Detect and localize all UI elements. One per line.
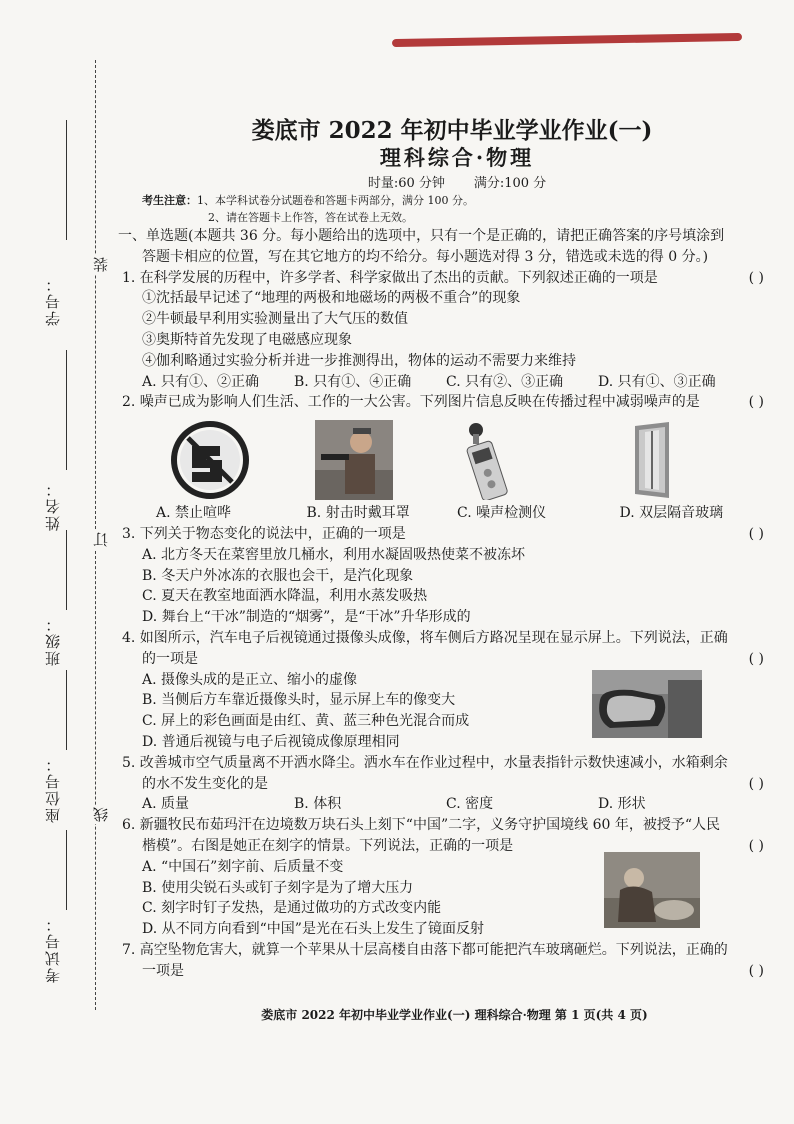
- q5-option-c: C. 密度: [446, 796, 494, 813]
- answer-paren: ( ): [748, 650, 764, 667]
- shooter-earmuff-photo-icon: [315, 420, 393, 500]
- q2-image-c: [460, 420, 605, 500]
- q3-stem: [122, 524, 770, 545]
- write-line: [66, 830, 67, 910]
- q2-option-a: A. 禁止喧哗: [156, 505, 232, 522]
- q5-option-a: A. 质量: [142, 796, 190, 813]
- q3-stem-text: 3. 下列关于物态变化的说法中，正确的一项是: [122, 525, 406, 542]
- write-line: [66, 530, 67, 610]
- q2-image-row: [122, 417, 770, 503]
- label-seat: 座位号：: [44, 755, 62, 823]
- full-score: 满分:100 分: [473, 176, 547, 191]
- notice-line-1: 1、本学科试卷分试题卷和答题卡两部分，满分 100 分。: [197, 194, 474, 207]
- rearview-camera-photo: [592, 670, 702, 738]
- q2-options: [122, 503, 770, 524]
- answer-paren: ( ): [748, 775, 764, 792]
- q5-options: [122, 794, 770, 815]
- q7-stem-text: 一项是: [142, 962, 184, 979]
- q2-option-c: C. 噪声检测仪: [457, 505, 547, 522]
- red-mark-decoration: [392, 33, 742, 47]
- q1-stem: [122, 268, 770, 289]
- q6-stem-1: 6. 新疆牧民布茹玛汗在边境数万块石头上刻下“中国”二字，义务守护国境线 60 年，被授予“人民: [122, 817, 720, 834]
- write-line: [66, 670, 67, 750]
- q1-item: ②牛顿最早利用实验测量出了大气压的数值: [142, 311, 408, 328]
- q6-stem-text: 楷模”。右图是她正在刻字的情景。下列说法，正确的一项是: [142, 837, 514, 854]
- section-heading-1: 一、单选题(本题共 36 分。每小题给出的选项中，只有一个是正确的，请把正确答案的序号填涂到: [118, 228, 725, 244]
- q2-image-a: [170, 420, 315, 500]
- answer-paren: ( ): [748, 269, 764, 286]
- exam-notice: [142, 192, 474, 226]
- q6-option-a: A. “中国石”刻字前、后质量不变: [142, 858, 344, 875]
- q2-option-d: D. 双层隔音玻璃: [619, 505, 724, 522]
- q6-option-d: D. 从不同方向看到“中国”是光在石头上发生了镜面反射: [142, 921, 484, 938]
- answer-paren: ( ): [748, 837, 764, 854]
- section-heading-2: 答题卡相应的位置，写在其它地方的均不给分。每小题选对得 3 分，错选或未选的得 0 分。): [142, 248, 709, 265]
- notice-label: 考生注意：: [142, 194, 197, 207]
- label-class: 班级：: [44, 615, 62, 666]
- double-glazing-icon: [625, 420, 681, 500]
- page-footer: 娄底市 2022 年初中毕业学业作业(一) 理科综合·物理 第 1 页(共 4 页): [261, 1008, 648, 1022]
- q6-option-b: B. 使用尖锐石头或钉子刻字是为了增大压力: [142, 879, 414, 896]
- mark-xian: 线: [92, 807, 110, 822]
- noise-meter-icon: [460, 420, 520, 500]
- page-subtitle: 理科综合·物理: [379, 145, 535, 170]
- page-title: 娄底市 2022 年初中毕业学业作业(一): [251, 117, 653, 144]
- q4-stem-text: 的一项是: [142, 650, 198, 667]
- mark-zhuang: 装: [92, 257, 110, 272]
- time-score-info: [0, 172, 794, 191]
- answer-paren: ( ): [748, 525, 764, 542]
- q5-stem-text: 的水不发生变化的是: [142, 775, 268, 792]
- stone-carving-photo: [604, 852, 700, 928]
- q2-image-b: [315, 420, 460, 500]
- label-student-id: 学号：: [44, 275, 62, 326]
- answer-paren: ( ): [748, 394, 764, 411]
- q1-item: ④伽利略通过实验分析并进一步推测得出，物体的运动不需要力来维持: [142, 352, 576, 369]
- q2-stem: [122, 392, 770, 413]
- answer-paren: ( ): [748, 962, 764, 979]
- q4-option-d: D. 普通后视镜与电子后视镜成像原理相同: [142, 733, 400, 750]
- q4-option-c: C. 屏上的彩色画面是由红、黄、蓝三种色光混合而成: [142, 713, 470, 730]
- q5-stem-2: [122, 774, 770, 795]
- q1-item: ③奥斯特首先发现了电磁感应现象: [142, 331, 352, 348]
- q3-option-a: A. 北方冬天在菜窖里放几桶水，利用水凝固吸热使菜不被冻坏: [142, 546, 526, 563]
- q1-option-c: C. 只有②、③正确: [446, 373, 564, 390]
- q1-option-b: B. 只有①、④正确: [294, 373, 412, 390]
- q2-stem-text: 2. 噪声已成为影响人们生活、工作的一大公害。下列图片信息反映在传播过程中减弱噪声的是: [122, 394, 700, 411]
- label-name: 姓名：: [44, 480, 62, 531]
- q2-image-d: [605, 420, 770, 500]
- q5-option-b: B. 体积: [294, 796, 342, 813]
- q1-item: ①沈括最早记述了“地理的两极和地磁场的两极不重合”的现象: [142, 290, 521, 307]
- label-exam-no: 考试号：: [44, 915, 62, 983]
- binding-margin: [28, 60, 110, 1020]
- q7-stem-1: 7. 高空坠物危害大，就算一个苹果从十层高楼自由落下都可能把汽车玻璃砸烂。下列说法，正确的: [122, 941, 728, 958]
- q3-option-b: B. 冬天户外冰冻的衣服也会干，是汽化现象: [142, 567, 414, 584]
- q3-option-c: C. 夏天在教室地面洒水降温，利用水蒸发吸热: [142, 588, 428, 605]
- q1-options: [122, 372, 770, 393]
- q5-option-d: D. 形状: [598, 796, 646, 813]
- q4-option-b: B. 当侧后方车靠近摄像头时，显示屏上车的像变大: [142, 692, 456, 709]
- q1-stem-text: 1. 在科学发展的历程中，许多学者、科学家做出了杰出的贡献。下列叙述正确的一项是: [122, 269, 658, 286]
- q3-option-d: D. 舞台上“干冰”制造的“烟雾”，是“干冰”升华形成的: [142, 609, 471, 626]
- q1-option-d: D. 只有①、③正确: [598, 373, 716, 390]
- q6-option-c: C. 刻字时钉子发热，是通过做功的方式改变内能: [142, 900, 442, 917]
- mark-ding: 订: [92, 532, 110, 547]
- write-line: [66, 350, 67, 470]
- q4-stem-1: 4. 如图所示，汽车电子后视镜通过摄像头成像，将车侧后方路况呈现在显示屏上。下列说法，正确: [122, 629, 728, 646]
- q4-stem-2: [122, 649, 770, 670]
- no-noise-sign-icon: [170, 420, 250, 500]
- q7-stem-2: [122, 961, 770, 982]
- time-limit: 时量:60 分钟: [367, 176, 445, 191]
- q1-option-a: A. 只有①、②正确: [142, 373, 260, 390]
- notice-line-2: 2、请在答题卡上作答，答在试卷上无效。: [208, 211, 413, 224]
- q2-option-b: B. 射击时戴耳罩: [306, 505, 410, 522]
- q5-stem-1: 5. 改善城市空气质量离不开洒水降尘。洒水车在作业过程中，水量表指针示数快速减小，水箱剩余: [122, 754, 728, 771]
- q4-option-a: A. 摄像头成的是正立、缩小的虚像: [142, 671, 358, 688]
